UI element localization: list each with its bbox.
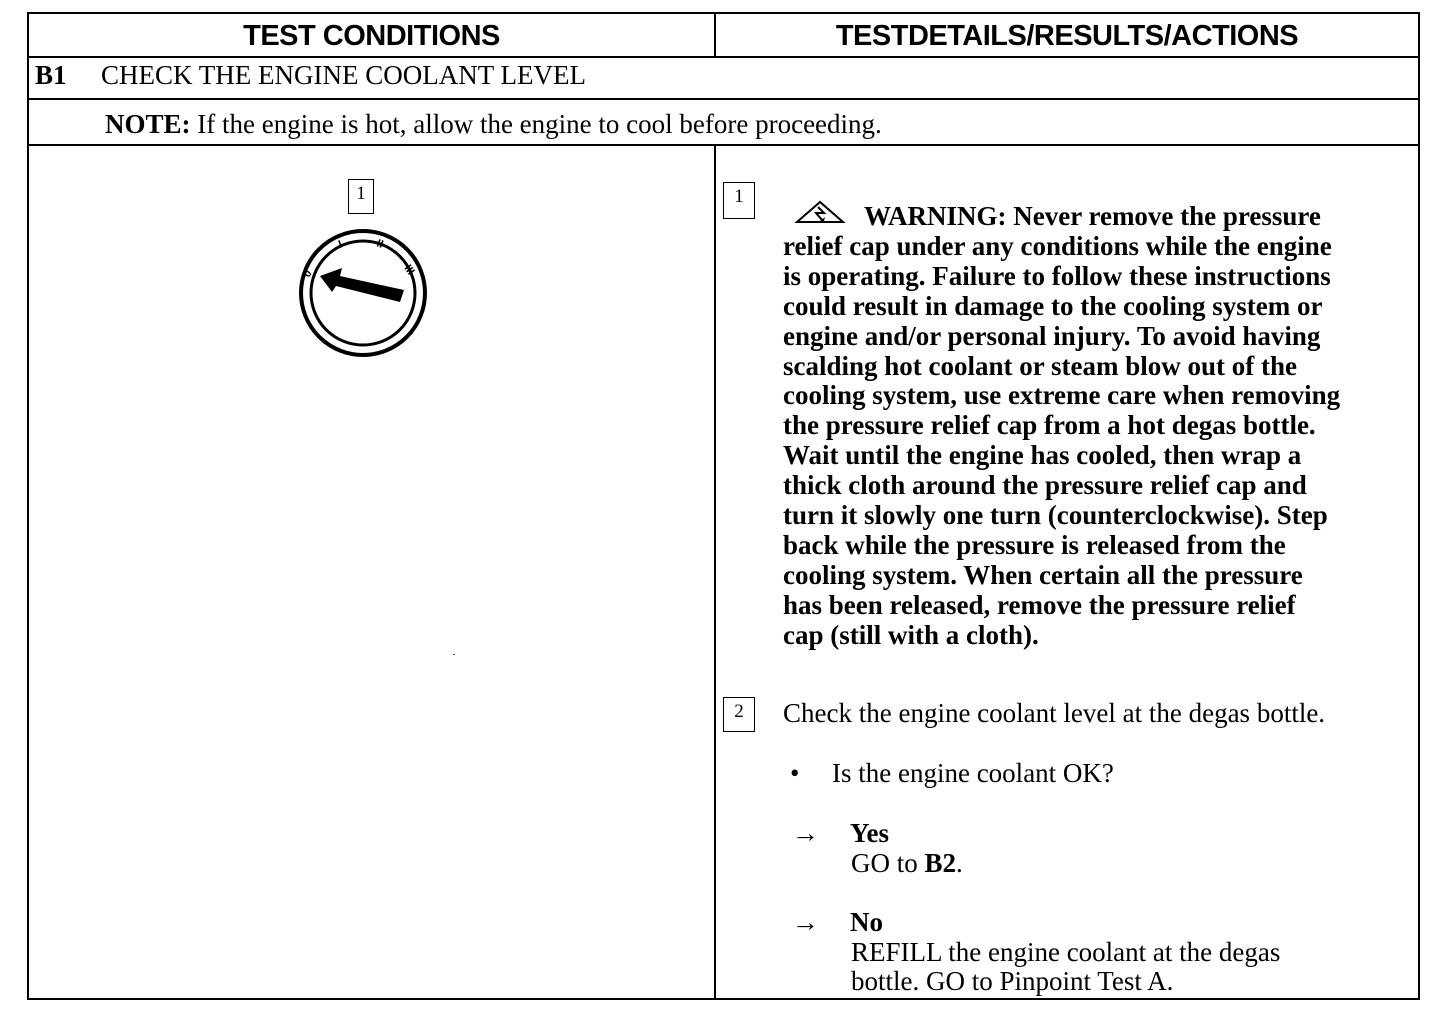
yes-action-suffix: .	[956, 848, 963, 878]
no-action-line-1: REFILL the engine coolant at the degas	[851, 937, 1281, 967]
warning-line: relief cap under any conditions while the engine	[783, 230, 1332, 261]
note-label: NOTE:	[105, 109, 191, 139]
no-action-line-2: bottle. GO to Pinpoint Test A.	[851, 966, 1174, 996]
header-divider	[29, 56, 1418, 58]
warning-line: WARNING: Never remove the pressure	[864, 201, 1321, 231]
note-text: If the engine is hot, allow the engine to cool before proceeding.	[197, 109, 882, 139]
note-divider	[29, 144, 1418, 146]
step-title: CHECK THE ENGINE COOLANT LEVEL	[101, 60, 586, 90]
warning-line: cooling system, use extreme care when removing	[783, 380, 1341, 411]
question-row	[790, 758, 1114, 789]
body-column-divider	[714, 144, 716, 998]
warning-line: cap (still with a cloth).	[783, 619, 1039, 650]
yes-action-target: B2	[924, 848, 957, 878]
step-divider	[29, 98, 1418, 100]
note-row	[105, 109, 882, 140]
step-id: B1	[35, 60, 67, 90]
question-text: Is the engine coolant OK?	[832, 758, 1114, 788]
no-branch	[792, 907, 883, 938]
warning-line: the pressure relief cap from a hot degas bottle.	[783, 410, 1316, 441]
warning-line: is operating. Failure to follow these instructions	[783, 260, 1331, 291]
warning-line: back while the pressure is released from the	[783, 529, 1286, 560]
yes-branch	[792, 818, 889, 849]
yes-action-prefix: GO to	[851, 848, 918, 878]
yes-action	[851, 848, 963, 879]
svg-text:I: I	[336, 238, 344, 251]
warning-line: cooling system. When certain all the pressure	[783, 559, 1303, 590]
yes-label: Yes	[850, 818, 889, 848]
warning-line: engine and/or personal injury. To avoid having	[783, 320, 1321, 351]
warning-line: could result in damage to the cooling system or	[783, 290, 1323, 321]
right-arrow-icon: →	[792, 907, 819, 937]
scan-speck	[453, 654, 455, 655]
warning-line: Wait until the engine has cooled, then wrap a	[783, 440, 1302, 471]
right-arrow-icon: →	[792, 818, 819, 848]
warning-line: has been released, remove the pressure relief	[783, 589, 1296, 620]
bullet-glyph: •	[790, 758, 800, 788]
step-callout-1: 1	[723, 182, 755, 219]
warning-line: thick cloth around the pressure relief cap and	[783, 470, 1307, 501]
no-label: No	[850, 907, 883, 937]
step-callout-2: 2	[723, 697, 755, 732]
check-instruction: Check the engine coolant level at the degas bottle.	[783, 698, 1326, 728]
pressure-cap-dial-icon	[296, 226, 430, 360]
header-test-conditions: TEST CONDITIONS	[243, 19, 500, 52]
svg-text:II: II	[374, 237, 385, 251]
svg-text:0: 0	[301, 268, 315, 280]
warning-text-block	[756, 202, 1416, 651]
figure-callout-1: 1	[348, 179, 374, 214]
svg-text:III: III	[401, 262, 417, 278]
warning-line: turn it slowly one turn (counterclockwise). Step	[783, 500, 1328, 531]
header-test-details: TESTDETAILS/RESULTS/ACTIONS	[835, 19, 1299, 52]
step-title-row	[35, 60, 586, 91]
warning-line: scalding hot coolant or steam blow out of the	[783, 350, 1298, 381]
